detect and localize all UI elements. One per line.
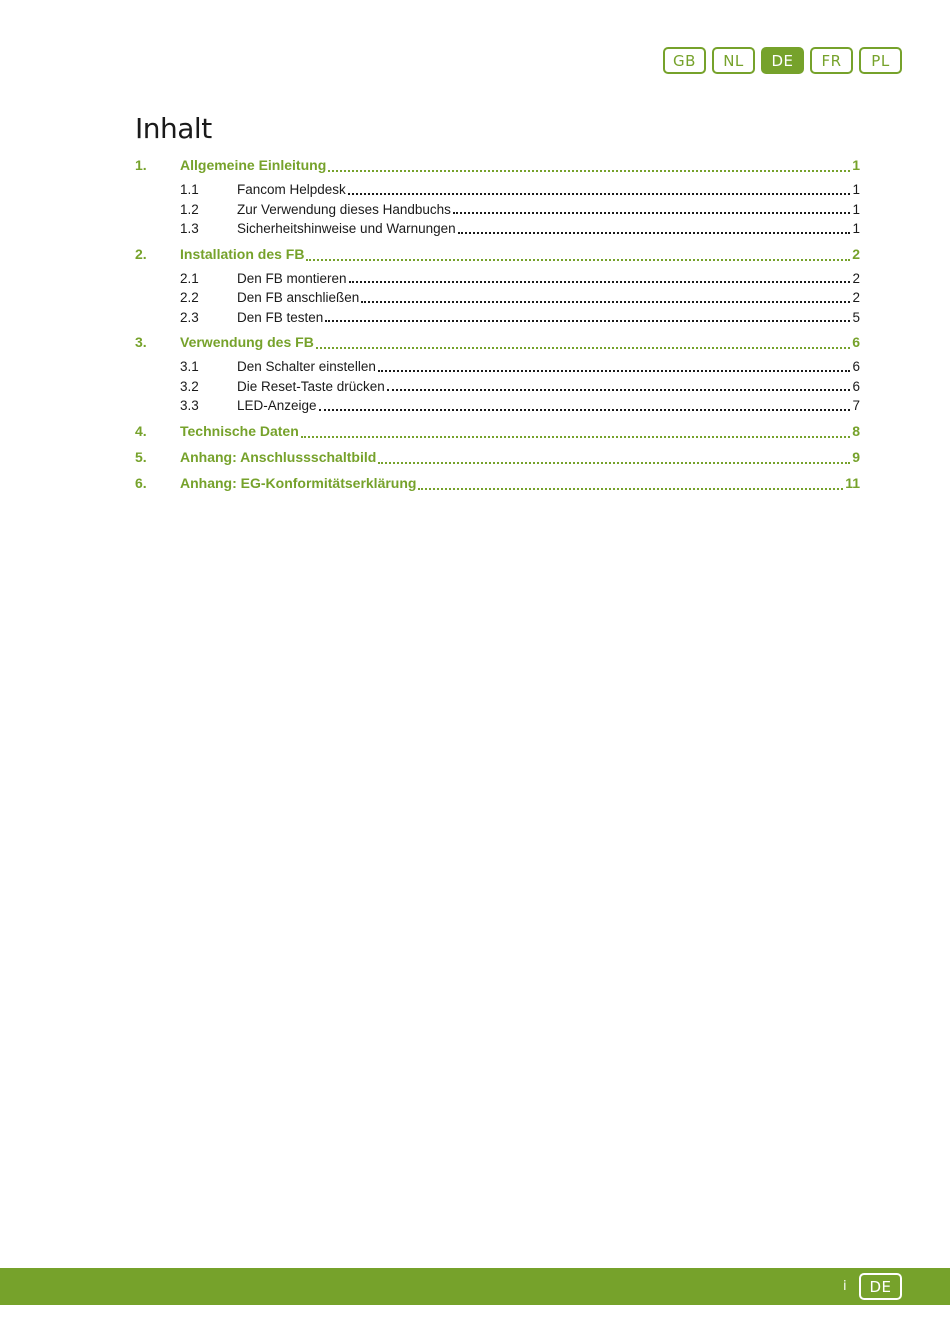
toc-section[interactable] — [135, 288, 860, 308]
toc-leader-dots — [349, 281, 851, 283]
toc-leader-dots — [325, 320, 850, 322]
toc-number: 2.2 — [180, 290, 199, 305]
toc-title: Sicherheitshinweise und Warnungen — [237, 221, 456, 236]
toc-page-number: 1 — [852, 201, 860, 217]
toc-number: 1.1 — [180, 182, 199, 197]
toc-page-number: 6 — [852, 378, 860, 394]
language-tab-gb[interactable]: GB — [663, 47, 706, 74]
language-tab-pl[interactable]: PL — [859, 47, 902, 74]
toc-number: 1.2 — [180, 201, 199, 217]
toc-number: 3.1 — [180, 359, 199, 374]
language-tab-nl[interactable]: NL — [712, 47, 755, 74]
footer-bar — [0, 1268, 950, 1305]
toc-leader-dots — [319, 409, 851, 411]
toc-chapter[interactable] — [135, 420, 860, 446]
toc-leader-dots — [328, 170, 850, 172]
toc-page-number: 1 — [852, 157, 860, 173]
toc-number: 3.3 — [180, 398, 199, 413]
toc-title: Fancom Helpdesk — [237, 182, 346, 197]
toc-number: 2.1 — [180, 270, 199, 286]
toc-page-number: 6 — [852, 359, 860, 374]
toc-title: Den FB montieren — [237, 270, 347, 286]
toc-page-number: 8 — [852, 422, 860, 439]
footer-language-badge: DE — [859, 1273, 902, 1300]
toc-number: 4. — [135, 422, 147, 439]
toc-title: Zur Verwendung dieses Handbuchs — [237, 201, 451, 217]
toc-section[interactable] — [135, 396, 860, 416]
toc-title: LED-Anzeige — [237, 398, 317, 413]
toc-leader-dots — [378, 370, 851, 372]
toc-leader-dots — [361, 301, 850, 303]
footer-page-number: i — [843, 1279, 847, 1294]
toc-title: Installation des FB — [180, 245, 305, 262]
toc-title: Allgemeine Einleitung — [180, 157, 327, 173]
toc-page-number: 1 — [852, 221, 860, 236]
toc-section[interactable] — [135, 308, 860, 328]
toc-page-number: 2 — [852, 245, 860, 262]
toc-section[interactable] — [135, 180, 860, 200]
toc-number: 2. — [135, 245, 147, 262]
toc-section[interactable] — [135, 377, 860, 397]
toc-title: Anhang: Anschlussschaltbild — [180, 448, 377, 465]
toc-section[interactable] — [135, 200, 860, 220]
language-tab-fr[interactable]: FR — [810, 47, 853, 74]
toc-chapter[interactable] — [135, 154, 860, 180]
toc-section[interactable] — [135, 219, 860, 239]
toc-title: Verwendung des FB — [180, 334, 314, 350]
toc-title: Technische Daten — [180, 422, 299, 439]
toc-number: 2.3 — [180, 309, 199, 325]
toc-leader-dots — [458, 232, 851, 234]
toc-chapter[interactable] — [135, 243, 860, 269]
toc-page-number: 2 — [852, 290, 860, 305]
language-tab-de[interactable]: DE — [761, 47, 804, 74]
toc-leader-dots — [418, 488, 843, 490]
toc-number: 1.3 — [180, 221, 199, 236]
toc-number: 3. — [135, 334, 147, 350]
toc-section[interactable] — [135, 357, 860, 377]
toc-chapter[interactable] — [135, 446, 860, 472]
language-tabs — [663, 47, 908, 74]
toc-number: 3.2 — [180, 378, 199, 394]
toc-number: 1. — [135, 157, 147, 173]
toc-section[interactable] — [135, 269, 860, 289]
toc-leader-dots — [387, 389, 851, 391]
toc-leader-dots — [316, 347, 850, 349]
toc-page-number: 11 — [845, 474, 860, 491]
toc-page-number: 7 — [852, 398, 860, 413]
toc-title: Den FB anschließen — [237, 290, 360, 305]
toc-leader-dots — [301, 436, 850, 438]
toc-page-number: 9 — [852, 448, 860, 465]
toc-chapter[interactable] — [135, 331, 860, 357]
toc-page-number: 5 — [852, 309, 860, 325]
toc-leader-dots — [306, 259, 850, 261]
toc-page-number: 2 — [852, 270, 860, 286]
toc-page-number: 1 — [852, 182, 860, 197]
toc-title: Den FB testen — [237, 309, 324, 325]
page-title: Inhalt — [135, 112, 212, 145]
toc-chapter[interactable] — [135, 472, 860, 498]
toc-title: Die Reset-Taste drücken — [237, 378, 385, 394]
table-of-contents — [135, 154, 860, 498]
toc-leader-dots — [453, 212, 851, 214]
toc-number: 6. — [135, 474, 147, 491]
toc-number: 5. — [135, 448, 147, 465]
toc-leader-dots — [348, 193, 851, 195]
toc-leader-dots — [378, 462, 850, 464]
toc-page-number: 6 — [852, 334, 860, 350]
toc-title: Den Schalter einstellen — [237, 359, 376, 374]
toc-title: Anhang: EG-Konformitätserklärung — [180, 474, 417, 491]
